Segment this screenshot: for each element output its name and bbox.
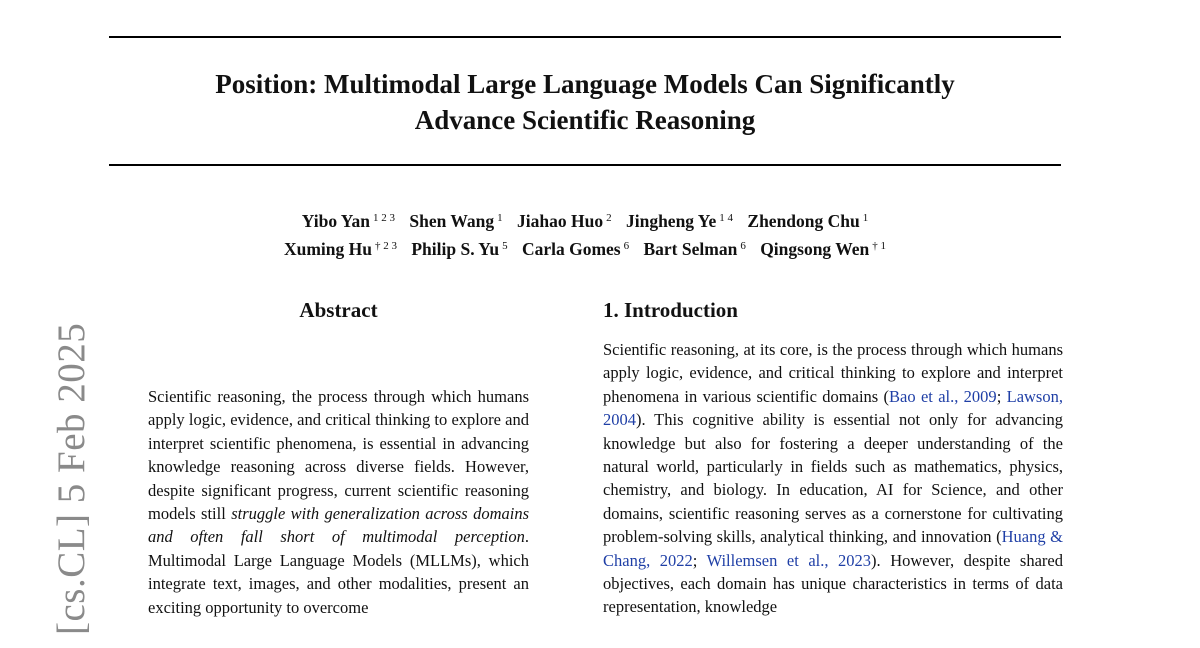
- author-line-2: [109, 234, 1061, 262]
- introduction-body: Scientific reasoning, at its core, is the process through which humans apply logic, evidence, and critical thinking to explore and interpret phenomena in various scientific domains (Bao et al., 2009; Lawson, 2004). This cognitive ability is essential not only for advancing knowledge but also for fostering a deeper understanding of the natural world, particularly in fields such as mathematics, physics, chemistry, and biology. In education, AI for Science, and other domains, scientific reasoning serves as a cornerstone for cultivating problem-solving skills, analytical thinking, and innovation (Huang & Chang, 2022; Willemsen et al., 2023). However, despite shared objectives, each domain has unique characteristics in terms of data representation, knowledge: [603, 340, 1063, 617]
- paper-title: [109, 66, 1061, 138]
- author: Jingheng Ye $^{1 4}$: [625, 211, 734, 231]
- affiliation-marker: † 2 3: [374, 240, 397, 252]
- abstract-body: Scientific reasoning, the process through which humans apply logic, evidence, and critical thinking to explore and interpret scientific phenomena, is essential in advancing knowledge reasoning across diverse fields. However, despite significant progress, current scientific reasoning models still struggle with generalization across domains and often fall short of multimodal perception. Multimodal Large Language Models (MLLMs), which integrate text, images, and other modalities, present an exciting opportunity to overcome: [148, 387, 529, 617]
- author-line-1: [109, 206, 1061, 234]
- author: Zhendong Chu $^1$: [747, 211, 869, 231]
- title-line-2: Advance Scientific Reasoning: [414, 105, 756, 135]
- introduction-heading: 1. Introduction: [603, 298, 738, 322]
- affiliation-marker: 1 2 3: [372, 212, 395, 224]
- author: Qingsong Wen $^{\dagger 1}$: [760, 239, 887, 259]
- author: Carla Gomes $^6$: [521, 239, 630, 259]
- author: Yibo Yan $^{1 2 3}$: [301, 211, 395, 231]
- top-rule: [109, 36, 1061, 38]
- citation-link[interactable]: Huang & Chang, 2022: [603, 527, 1063, 570]
- title-line-1: Position: Multimodal Large Language Models Can Significantly: [215, 69, 955, 99]
- arxiv-side-label: [cs.CL] 5 Feb 2025: [50, 322, 93, 635]
- abstract-emphasis: struggle with generalization across domains and often fall short of multimodal perception: [148, 504, 529, 547]
- affiliation-marker: 2: [606, 212, 612, 224]
- affiliation-marker: 1: [497, 212, 503, 224]
- citation-link[interactable]: Lawson, 2004: [603, 386, 1063, 430]
- author: Bart Selman $^6$: [643, 239, 746, 259]
- affiliation-marker: † 1: [872, 240, 887, 252]
- citation-link[interactable]: Willemsen et al., 2023: [706, 550, 872, 570]
- bottom-rule: [109, 164, 1061, 166]
- author-list: [109, 206, 1061, 262]
- affiliation-marker: 1 4: [719, 212, 734, 224]
- author: Xuming Hu $^{\dagger 2 3}$: [283, 239, 397, 259]
- affiliation-marker: 6: [740, 240, 746, 252]
- author: Jiahao Huo $^2$: [517, 211, 612, 231]
- author: Shen Wang $^1$: [409, 211, 503, 231]
- affiliation-marker: 6: [623, 240, 630, 252]
- citation-link[interactable]: Bao et al., 2009: [889, 386, 997, 406]
- affiliation-marker: 1: [862, 212, 869, 224]
- abstract-heading: Abstract: [299, 298, 378, 322]
- author: Philip S. Yu $^5$: [411, 239, 508, 259]
- affiliation-marker: 5: [502, 240, 508, 252]
